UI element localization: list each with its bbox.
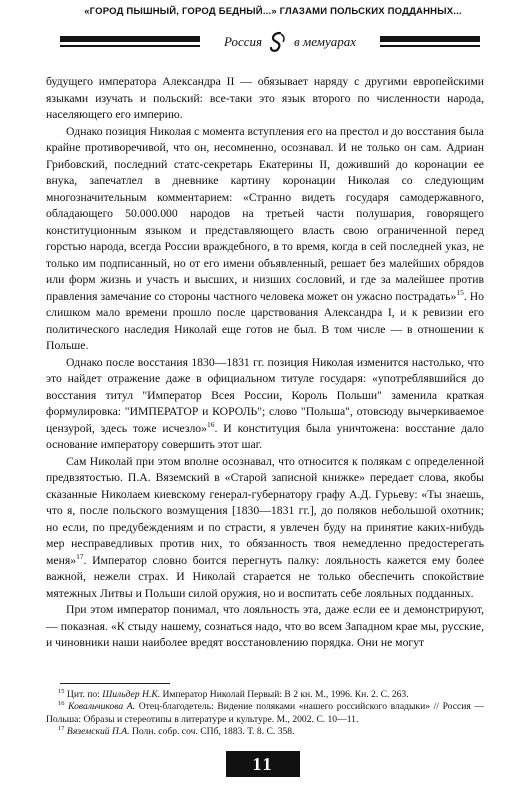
footnote-number: 17 bbox=[58, 725, 65, 733]
paragraph-4 bbox=[46, 454, 484, 603]
paragraph-3-text: Однако после восстания 1830—1831 гг. позиция Николая изменится настолько, что это найдет отражение даже в официальном титуле государя: «употреблявшийся до восстания титул "Император Всея России, Король Польши" заменила краткая формулировка: "ИМПЕРАТОР и КОРОЛЬ"; слово "Польша", отовсюду вычеркиваемое цензурой, здесь тоже исчезло» bbox=[46, 355, 484, 435]
footnote-author: Шильдер Н.К. bbox=[102, 689, 161, 700]
series-title-left: Россия bbox=[223, 34, 263, 49]
paragraph-5-text: При этом император понимал, что лояльность эта, даже если ее и демонстрируют, — показная. «К стыду нашему, сознаться надо, что во всем Западном крае мы, русские, и чиновники наши наиболее вредят восстановлению порядка. Они не могут bbox=[46, 603, 484, 649]
footnote-17 bbox=[46, 726, 484, 738]
footnote-author: Вяземский П.А. bbox=[66, 726, 130, 738]
footnote-source: Отец-благодетель: Видение поляками «нашего российского владыки» // Россия — Польша: Образы и стереотипы в литературе и культуре. М., 2002. С. 10—11. bbox=[46, 701, 484, 725]
footnote-ref-16: 16 bbox=[206, 419, 215, 429]
paragraph-4-tail: . Император словно боится перегнуть палку: лояльность кажется ему более важной, нежели страх. И Николай старается не только обеспечить спокойствие мятежных Литвы и Польши силой оружия, но и воспитать себе лояльных подданных. bbox=[46, 553, 484, 600]
main-text bbox=[46, 74, 484, 652]
paragraph-2 bbox=[46, 124, 484, 355]
footnote-ref-17: 17 bbox=[76, 551, 84, 561]
footnotes bbox=[46, 689, 484, 739]
series-header-band bbox=[60, 28, 480, 58]
footnote-number: 16 bbox=[58, 700, 65, 708]
series-title-right: в мемуарах bbox=[294, 34, 357, 49]
footnote-15 bbox=[46, 689, 484, 701]
paragraph-3-tail: . И конституция была уничтожена: восстание дало основание императору совершить этот шаг. bbox=[46, 421, 484, 451]
page-number: 11 bbox=[226, 751, 300, 777]
paragraph-1-text: будущего императора Александра II — обязывает наряду с другими европейскими языками изучать и польский: все-таки это язык второго по численности народа, населяющего его империю. bbox=[46, 75, 484, 121]
footnote-source: Император Николай Первый: В 2 кн. М., 1996. Кн. 2. С. 263. bbox=[160, 689, 409, 700]
paragraph-5 bbox=[46, 602, 484, 652]
series-emblem-icon bbox=[266, 30, 290, 54]
running-head: «ГОРОД ПЫШНЫЙ, ГОРОД БЕДНЫЙ...» ГЛАЗАМИ ПОЛЬСКИХ ПОДДАННЫХ... bbox=[84, 6, 462, 17]
footnote-ref-15: 15 bbox=[456, 287, 464, 297]
footnote-source: Полн. собр. соч. СПб, 1883. Т. 8. С. 358. bbox=[129, 726, 295, 738]
paragraph-3 bbox=[46, 355, 484, 454]
series-title bbox=[200, 29, 380, 55]
footnote-author: Ковальчикова А. bbox=[68, 701, 136, 713]
footnote-text: Цит. по: bbox=[66, 689, 103, 700]
paragraph-1 bbox=[46, 74, 484, 124]
footnote-number: 15 bbox=[58, 687, 65, 695]
paragraph-4-text: Сам Николай при этом вполне осознавал, что относится к полякам с определенной предвзятостью. П.А. Вяземский в «Старой записной книжке» передает слова, якобы сказанные Николаем киевскому генерал-губернатору графу А.Д. Гурьеву: «Ты знаешь, что я, после польского возмущения [1830—1831 гг.], до поляков небольшой охотник; но если, по предубеждениям и по страсти, я увлечен буду на принятие каких-нибудь мер несправедливых против них, то обязанность твоя немедленно предостерегать меня» bbox=[46, 454, 484, 567]
paragraph-2-tail: . Но слишком мало времени прошло после царствования Александра I, и к ревизии его политического наследия Николай еще готов не был. В том числе — в отношении к Польше. bbox=[46, 289, 484, 352]
footnote-16 bbox=[46, 701, 484, 726]
footnote-separator bbox=[60, 683, 170, 684]
paragraph-2-text: Однако позиция Николая с момента вступления его на престол и до восстания была крайне противоречивой, что он, несомненно, осознавал. И не только он сам. Адриан Грибовский, последний статс-секретарь Екатерины II, доживший до коронации ее внука, запечатлел в дневнике картину коронации Николая со следующим многозначительным комментарием: «Странно видеть государя самодержавного, обладающего 50.000.000 народов на третьей части полушария, говорящего конституционным языком и представляющего власть свою ограниченной перед горстью народа, всегда России враждебного, в то время, когда в сей последней указ, не только им подписанный, но от его имени объявленный, решает без малейших обрядов или форм жизнь и участь и высших, и низших сословий, и где за малейшее против правления замечание со стороны частного человека может он ужасно пострадать» bbox=[46, 124, 484, 303]
